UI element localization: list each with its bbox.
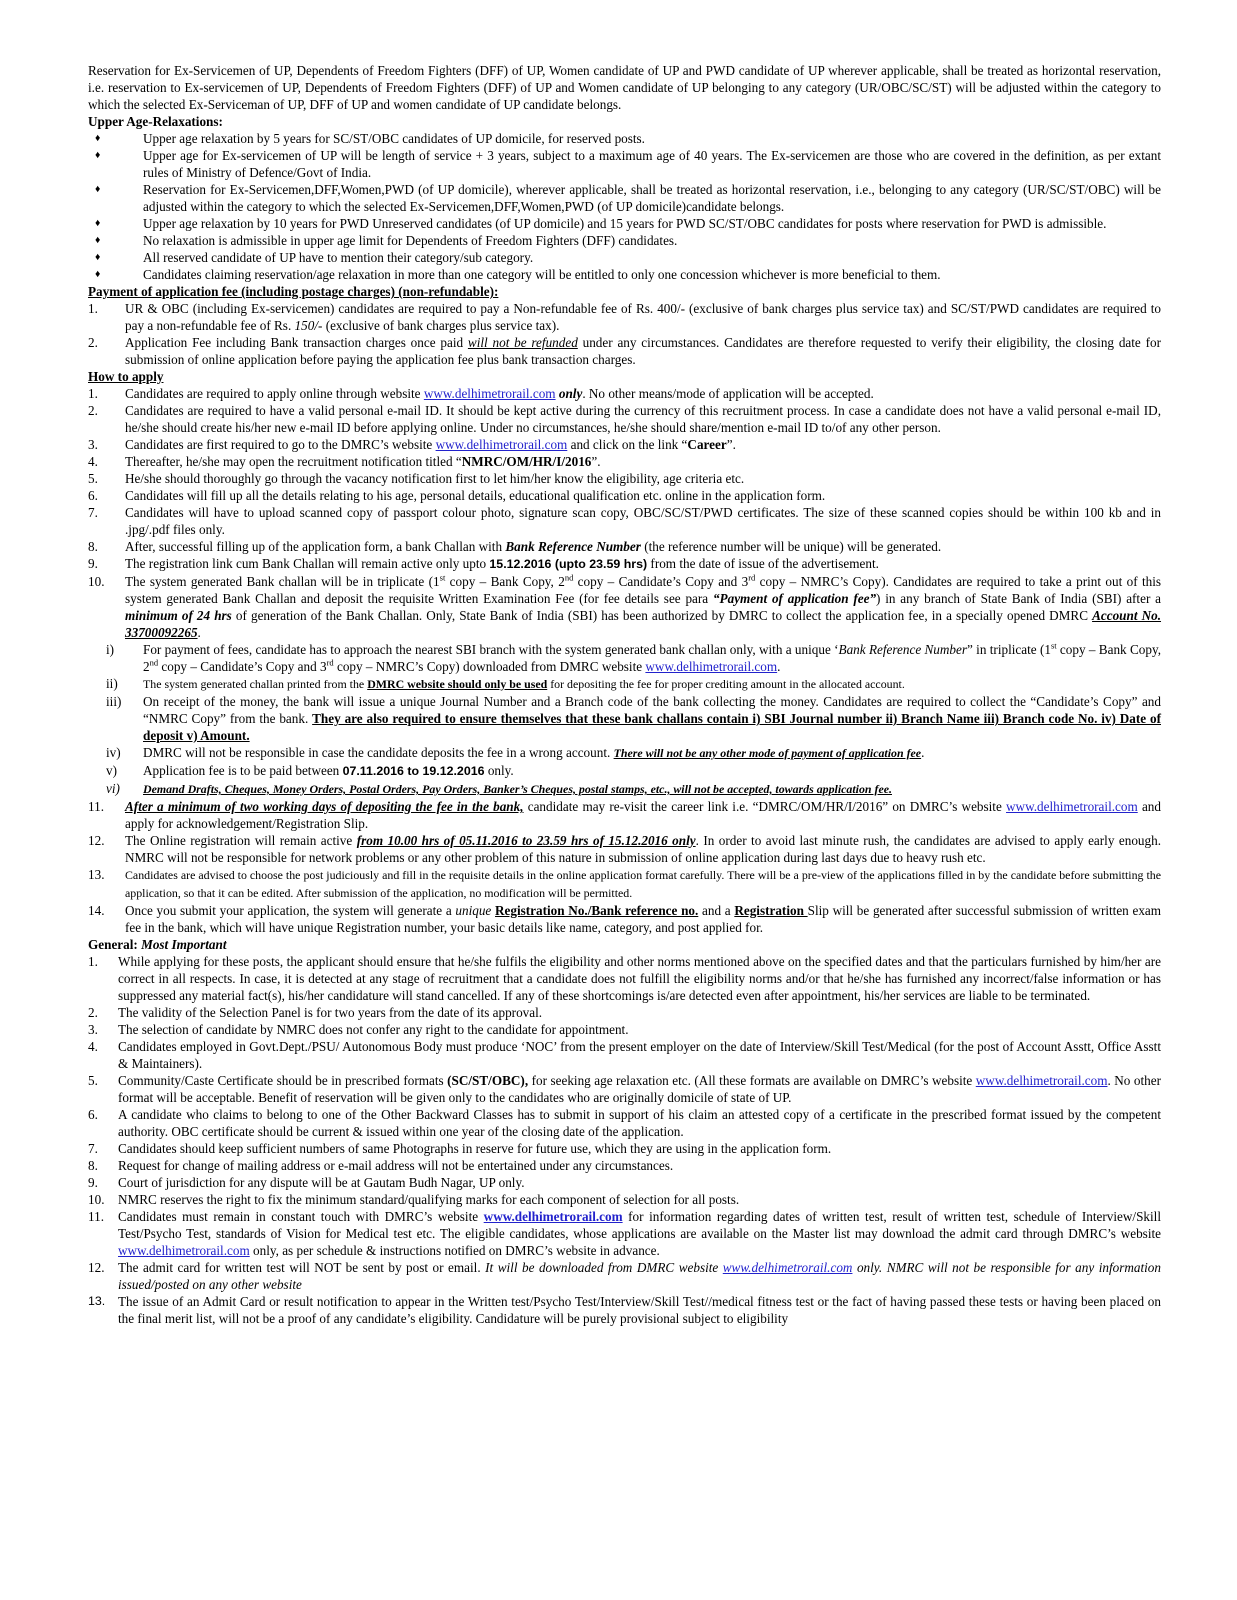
item-text [143, 762, 1161, 780]
list-item [88, 181, 1161, 215]
diamond-bullet-icon: ♦ [95, 150, 101, 161]
text-run: of generation of the Bank Challan. Only, State Bank of India (SBI) has been authorized by DMRC to collect the application fee, in a specially opened DMRC [231, 608, 1093, 623]
list-item [88, 573, 1161, 641]
item-marker: 6. [88, 488, 98, 503]
item-text [118, 1106, 1161, 1140]
text-run: There will not be any other mode of payment of application fee [613, 746, 922, 760]
text-run: The admit card for written test will NOT be sent by post or email. [118, 1260, 486, 1275]
text-run: No relaxation is admissible in upper age limit for Dependents of Freedom Fighters (DFF) candidates. [143, 233, 678, 248]
list-item [88, 832, 1161, 866]
text-run: For payment of fees, candidate has to approach the nearest SBI branch with the system generated bank challan only, with a unique ‘ [143, 642, 839, 657]
item-marker: 5. [88, 1073, 98, 1088]
list-item [88, 1293, 1161, 1327]
item-marker: 14. [88, 903, 105, 918]
list-item [88, 470, 1161, 487]
section-age-relaxations [88, 113, 1161, 283]
list-item [88, 504, 1161, 538]
item-marker: 9. [88, 556, 98, 571]
text-run: Registration [734, 903, 808, 918]
item-marker: 2. [88, 335, 98, 350]
diamond-bullet-icon: ♦ [95, 252, 101, 263]
text-run: ) in any branch of State Bank of India (SBI) after a [876, 591, 1161, 606]
text-run: 15.12.2016 (upto 23.59 hrs) [489, 557, 648, 571]
text-run: copy – Bank Copy, 2 [445, 574, 565, 589]
text-run: Candidates are advised to choose the post judiciously and fill in the requisite details in the online application format carefully. There will be a pre-view of the applications filled in by the candidate before submitting the application, so that it can be edited. After submission of the application, no modification will be permitted. [125, 868, 1161, 900]
item-marker: 12. [88, 833, 105, 848]
item-marker: 1. [88, 386, 98, 401]
sub-list-item [88, 780, 1161, 798]
list-item [88, 1072, 1161, 1106]
section-heading [88, 936, 1161, 953]
list-item [88, 249, 1161, 266]
item-text [125, 402, 1161, 436]
text-run: Candidates should keep sufficient numbers of same Photographs in reserve for future use, which they are using in the application form. [118, 1141, 832, 1156]
list-item [88, 232, 1161, 249]
item-text [125, 470, 1161, 487]
list [88, 385, 1161, 936]
list-item [88, 334, 1161, 368]
list [88, 130, 1161, 283]
item-text [125, 504, 1161, 538]
item-marker: 13. [88, 867, 105, 882]
list-item [88, 402, 1161, 436]
text-run: Demand Drafts, Cheques, Money Orders, Postal Orders, Pay Orders, Banker’s Cheques, postal stamps, etc., will not be accepted, towards application fee. [143, 782, 892, 796]
intro-paragraph [88, 62, 1161, 113]
text-run: Candidates claiming reservation/age relaxation in more than one category will be entitled to only one concession whichever is more beneficial to them. [143, 267, 941, 282]
text-run: Career [687, 437, 727, 452]
text-run: Upper age relaxation by 5 years for SC/ST/OBC candidates of UP domicile, for reserved posts. [143, 131, 645, 146]
item-text [118, 1293, 1161, 1327]
text-run: copy – Bank Copy, 2 [143, 642, 1161, 674]
item-text [143, 744, 1161, 762]
text-run: He/she should thoroughly go through the vacancy notification first to let him/her know the eligibility, age criteria etc. [125, 471, 745, 486]
text-run: “Payment of application fee” [712, 591, 877, 606]
item-text [125, 866, 1161, 902]
text-run: for information regarding dates of written test, result of written test, schedule of Interview/Skill Test/Psycho Test, standards of Vision for Medical test etc. The eligible candidates, whose applications are available on the Master list may download the admit card through DMRC’s website [118, 1209, 1161, 1241]
text-run: Thereafter, he/she may open the recruitment notification titled “ [125, 454, 462, 469]
item-text [143, 130, 1161, 147]
text-run: ”. [591, 454, 601, 469]
item-text [143, 641, 1161, 675]
list [88, 300, 1161, 368]
diamond-bullet-icon: ♦ [95, 269, 101, 280]
list-item [88, 1106, 1161, 1140]
item-marker: 10. [88, 574, 105, 589]
item-marker: 3. [88, 437, 98, 452]
text-run: On receipt of the money, the bank will issue a unique Journal Number and a Branch code of the bank collecting the money. Candidates are required to collect the “Candidate’s Copy” and “NMRC Copy” from the bank. [143, 694, 1161, 726]
item-text [143, 147, 1161, 181]
text-run: How to apply [88, 369, 164, 384]
text-run: only, as per schedule & instructions notified on DMRC’s website in advance. [249, 1243, 660, 1258]
text-run: Application fee is to be paid between [143, 763, 343, 778]
diamond-bullet-icon: ♦ [95, 218, 101, 229]
item-marker: 12. [88, 1260, 105, 1275]
text-run: DMRC website should only be used [367, 677, 548, 691]
item-text [143, 693, 1161, 744]
list-item [88, 1157, 1161, 1174]
text-run: copy – Candidate’s Copy and 3 [158, 659, 327, 674]
link[interactable]: www.delhimetrorail.com [975, 1073, 1108, 1088]
link[interactable]: www.delhimetrorail.com [645, 659, 778, 674]
text-run: only. NMRC will not be responsible for any information issued/posted on any other website [118, 1260, 1161, 1292]
section-heading [88, 368, 1161, 385]
text-run: Upper age for Ex-servicemen of UP will be length of service + 3 years, subject to a maximum age of 40 years. The Ex-servicemen are those who are covered in the definition, as per extant rules of Ministry of Defence/Govt of India. [143, 148, 1161, 180]
item-text [118, 1072, 1161, 1106]
text-run: (the reference number will be unique) will be generated. [640, 539, 942, 554]
item-marker: vi) [106, 781, 120, 796]
text-run: Slip will be generated after successful submission of written exam fee in the bank, which will have unique Registration number, your basic details like name, category, and post applied for. [125, 903, 1162, 935]
text-run: . [777, 659, 781, 674]
diamond-bullet-icon: ♦ [95, 235, 101, 246]
text-run: and apply for acknowledgement/Registration Slip. [125, 799, 1161, 831]
list-item [88, 1140, 1161, 1157]
list-item [88, 215, 1161, 232]
item-text [118, 1021, 1161, 1038]
text-run: minimum of 24 hrs [125, 608, 232, 623]
text-run: Most Important [141, 937, 227, 952]
text-run: from the date of issue of the advertisement. [647, 556, 879, 571]
list [88, 953, 1161, 1327]
text-run: for seeking age relaxation etc. (All these formats are available on DMRC’s website [528, 1073, 976, 1088]
item-text [118, 1259, 1161, 1293]
text-run: Candidates are first required to go to the DMRC’s website [125, 437, 436, 452]
text-run: NMRC/OM/HR/I/2016 [461, 454, 592, 469]
item-text [143, 266, 1161, 283]
list-item [88, 1004, 1161, 1021]
item-text [143, 215, 1161, 232]
list-item [88, 1174, 1161, 1191]
text-run: After a minimum of two working days of depositing the fee in the bank, [125, 799, 524, 814]
text-run: and click on the link “ [567, 437, 688, 452]
sub-list-item [88, 762, 1161, 780]
item-marker: 11. [88, 799, 104, 814]
list-item [88, 555, 1161, 573]
text-run: rd [326, 657, 334, 668]
text-run: NMRC reserves the right to fix the minimum standard/qualifying marks for each component of selection for all posts. [118, 1192, 740, 1207]
text-run: General: [88, 937, 142, 952]
item-text [118, 1157, 1161, 1174]
item-text [143, 232, 1161, 249]
text-run: ” in triplicate (1 [967, 642, 1051, 657]
text-run: Upper age relaxation by 10 years for PWD Unreserved candidates (of UP domicile) and 15 years for PWD SC/ST/OBC candidates for posts where reservation for PWD is admissible. [143, 216, 1107, 231]
text-run: Candidates will have to upload scanned copy of passport colour photo, signature scan copy, OBC/SC/ST/PWD certificates. The size of these scanned copies should be within 100 kb and in .jpg/.pdf files only. [125, 505, 1161, 537]
text-run: Payment of application fee (including postage charges) (non-refundable): [88, 284, 499, 299]
item-text [125, 832, 1161, 866]
item-marker: iv) [106, 745, 121, 760]
link[interactable]: www.delhimetrorail.com [435, 437, 568, 452]
item-text [118, 1174, 1161, 1191]
text-run: ”. [726, 437, 736, 452]
text-run: Bank Reference Number [838, 642, 967, 657]
text-run: Court of jurisdiction for any dispute will be at Gautam Budh Nagar, UP only. [118, 1175, 525, 1190]
list-item [88, 1038, 1161, 1072]
item-text [143, 675, 1161, 693]
text-run: They are also required to ensure themselves that these bank challans contain i) SBI Journal number ii) Branch Name iii) Branch code No. iv) Date of deposit v) Amount. [143, 711, 1161, 743]
list-item [88, 436, 1161, 453]
item-marker: i) [106, 642, 115, 657]
text-run: nd [149, 657, 159, 668]
item-marker: 4. [88, 1039, 98, 1054]
text-run: Registration No./Bank reference no. [495, 903, 699, 918]
item-marker: 7. [88, 505, 98, 520]
item-marker: 7. [88, 1141, 98, 1156]
text-run: It will be downloaded from DMRC website [485, 1260, 723, 1275]
link[interactable]: www.delhimetrorail.com [1006, 799, 1138, 814]
item-text [125, 538, 1161, 555]
list-item [88, 902, 1161, 936]
text-run: . No other format will be acceptable. Benefit of reservation will be given only to the candidates who are originally domicile of state of UP. [118, 1073, 1161, 1105]
text-run: unique [455, 903, 492, 918]
text-run: The Online registration will remain active [125, 833, 357, 848]
list-item [88, 1259, 1161, 1293]
diamond-bullet-icon: ♦ [95, 133, 101, 144]
text-run: After, successful filling up of the application form, a bank Challan with [125, 539, 506, 554]
text-run: Candidates will fill up all the details relating to his age, personal details, educational qualification etc. online in the application form. [125, 488, 826, 503]
text-run: UR & OBC (including Ex-servicemen) candidates are required to pay a Non-refundable fee of Rs. 400/- (exclusive of bank charges plus service tax) and SC/ST/PWD candidates are required to pay a non-refundable fee of Rs. [125, 301, 1161, 333]
list-item [88, 385, 1161, 402]
section-heading [88, 113, 1161, 130]
list-item [88, 538, 1161, 555]
item-marker: 11. [88, 1209, 104, 1224]
list-item [88, 147, 1161, 181]
text-run: from 10.00 hrs of 05.11.2016 to 23.59 hrs of 15.12.2016 only [356, 833, 696, 848]
item-marker: 5. [88, 471, 98, 486]
text-run: copy – Candidate’s Copy and 3 [573, 574, 749, 589]
item-text [125, 385, 1161, 402]
list-item [88, 487, 1161, 504]
text-run: st [1050, 640, 1057, 651]
text-run: copy – NMRC’s Copy). Candidates are required to take a print out of this system generated Bank Challan and deposit the requisite Written Examination Fee (for fee details see para [125, 574, 1162, 606]
text-run: rd [748, 572, 756, 583]
text-run: The selection of candidate by NMRC does not confer any right to the candidate for appointment. [118, 1022, 629, 1037]
item-text [143, 249, 1161, 266]
item-text [125, 436, 1161, 453]
text-run: nd [564, 572, 574, 583]
text-run: . No other means/mode of application will be accepted. [582, 386, 874, 401]
item-marker: 13. [88, 1294, 106, 1308]
text-run: The issue of an Admit Card or result notification to appear in the Written test/Psycho Test/Interview/Skill Test//medical fitness test or the fact of having passed these tests or having been placed on the final merit list, will not be a proof of any candidate’s eligibility. Candidature will be purely provisional subject to eligibility [118, 1294, 1161, 1326]
item-marker: 3. [88, 1022, 98, 1037]
section-heading [88, 283, 1161, 300]
item-marker: 9. [88, 1175, 98, 1190]
item-marker: 8. [88, 1158, 98, 1173]
text-run: DMRC will not be responsible in case the candidate deposits the fee in a wrong account. [143, 745, 614, 760]
sub-list-item [88, 693, 1161, 744]
list-item [88, 1021, 1161, 1038]
item-text [143, 181, 1161, 215]
sub-list-item [88, 744, 1161, 762]
text-run: will not be refunded [467, 335, 578, 350]
text-run: 150/- [294, 318, 323, 333]
text-run: Candidates employed in Govt.Dept./PSU/ Autonomous Body must produce ‘NOC’ from the present employer on the date of Interview/Skill Test/Medical (for the post of Account Asstt, Office Asstt & Maintainers). [118, 1039, 1161, 1071]
sections-container [88, 113, 1161, 1327]
item-text [125, 798, 1161, 832]
text-run: copy – NMRC’s Copy) downloaded from DMRC website [333, 659, 646, 674]
text-run: (exclusive of bank charges plus service tax). [322, 318, 560, 333]
text-run: The registration link cum Bank Challan will remain active only upto [125, 556, 490, 571]
text-run: Candidates are required to have a valid personal e-mail ID. It should be kept active during the currency of this recruitment process. In case a candidate does not have a valid personal e-mail ID, he/she should create his/her new e-mail ID before applying online. Under no circumstances, he/she should share/mention e-mail ID to/of any other person. [125, 403, 1161, 435]
link[interactable]: www.delhimetrorail.com [423, 386, 556, 401]
item-marker: 6. [88, 1107, 98, 1122]
link[interactable]: www.delhimetrorail.com [722, 1260, 853, 1275]
text-run: (SC/ST/OBC), [447, 1073, 529, 1088]
item-text [125, 555, 1161, 573]
text-run: A candidate who claims to belong to one of the Other Backward Classes has to submit in support of his claim an attested copy of a certificate in the prescribed format issued by the competent authority. OBC certificate should be current & issued within one year of the closing date of the application. [118, 1107, 1161, 1139]
section-how-to-apply [88, 368, 1161, 936]
text-run: Account No. 33700092265 [125, 608, 1162, 640]
section-payment-of-fee [88, 283, 1161, 368]
item-text [125, 453, 1161, 470]
item-text [125, 300, 1161, 334]
text-run: candidate may re-visit the career link i.e. “DMRC/OM/HR/I/2016” on DMRC’s website [523, 799, 1007, 814]
item-text [118, 953, 1161, 1004]
list-item [88, 130, 1161, 147]
list-item [88, 1208, 1161, 1259]
text-run: While applying for these posts, the applicant should ensure that he/she fulfils the eligibility and other norms mentioned above on the specified dates and that the particulars furnished by him/her are correct in all respects. In case, it is detected at any stage of recruitment that a candidate does not fulfill the eligibility norms and/or that he/she has furnished any incorrect/false information or has suppressed any material fact(s), his/her candidature will stand cancelled. If any of these shortcomings is/are detected even after appointment, his/her services are liable to be terminated. [118, 954, 1161, 1003]
item-text [118, 1140, 1161, 1157]
item-text [125, 487, 1161, 504]
text-run: st [439, 572, 446, 583]
text-run: The system generated Bank challan will be in triplicate (1 [125, 574, 440, 589]
text-run: Reservation for Ex-Servicemen of UP, Dependents of Freedom Fighters (DFF) of UP, Women candidate of UP and PWD candidate of UP wherever applicable, shall be treated as horizontal reservation, i.e. reservation to Ex-servicemen of UP, Dependents of Freedom Fighters (DFF) of UP and Women candidate of UP belonging to any category (UR/OBC/SC/ST) will be adjusted within the category to which the selected Ex-Serviceman of UP, DFF of UP and women candidate of UP candidate belongs. [88, 63, 1161, 112]
item-marker: 4. [88, 454, 98, 469]
item-text [118, 1208, 1161, 1259]
text-run: Community/Caste Certificate should be in prescribed formats [118, 1073, 448, 1088]
item-text [125, 902, 1161, 936]
text-run: Upper Age-Relaxations: [88, 114, 223, 129]
text-run: only [558, 386, 583, 401]
item-marker: ii) [106, 676, 118, 691]
item-marker: 10. [88, 1192, 105, 1207]
list-item [88, 953, 1161, 1004]
link[interactable]: www.delhimetrorail.com [483, 1209, 623, 1224]
list-item [88, 300, 1161, 334]
item-marker: 8. [88, 539, 98, 554]
text-run: Reservation for Ex-Servicemen,DFF,Women,PWD (of UP domicile), wherever applicable, shall be treated as horizontal reservation, i.e., belonging to any category (UR/SC/ST/OBC) will be adjusted within the category to which the selected Ex-Servicemen,DFF,Women,PWD (of UP domicile)candidate belongs. [143, 182, 1161, 214]
text-run: and a [698, 903, 735, 918]
item-text [125, 334, 1161, 368]
sub-list-item [88, 675, 1161, 693]
text-run: under any circumstances. Candidates are therefore requested to verify their eligibility, the closing date for submission of online application before paying the application fee plus bank transaction charges. [125, 335, 1161, 367]
diamond-bullet-icon: ♦ [95, 184, 101, 195]
text-run: Application Fee including Bank transaction charges once paid [125, 335, 468, 350]
text-run: Candidates are required to apply online through website [125, 386, 424, 401]
section-general [88, 936, 1161, 1327]
list-item [88, 1191, 1161, 1208]
item-text [125, 573, 1161, 641]
text-run: . [197, 625, 201, 640]
text-run: Bank Reference Number [505, 539, 641, 554]
item-text [118, 1004, 1161, 1021]
list-item [88, 266, 1161, 283]
item-marker: v) [106, 763, 117, 778]
text-run: The system generated challan printed from the [143, 677, 368, 691]
text-run: only. [484, 763, 514, 778]
item-marker: 2. [88, 1005, 98, 1020]
item-marker: 2. [88, 403, 98, 418]
item-text [118, 1038, 1161, 1072]
link[interactable]: www.delhimetrorail.com [118, 1243, 250, 1258]
item-text [118, 1191, 1161, 1208]
text-run: The validity of the Selection Panel is for two years from the date of its approval. [118, 1005, 543, 1020]
text-run: for depositing the fee for proper crediting amount in the allocated account. [547, 677, 905, 691]
item-marker: iii) [106, 694, 122, 709]
list-item [88, 798, 1161, 832]
text-run: Candidates must remain in constant touch with DMRC’s website [118, 1209, 484, 1224]
text-run: . In order to avoid last minute rush, the candidates are advised to apply early enough. NMRC will not be responsible for network problems or any other problem of this nature in submission of online application during last days due to heavy rush etc. [125, 833, 1161, 865]
sub-list-item [88, 641, 1161, 675]
list-item [88, 453, 1161, 470]
text-run: Request for change of mailing address or e-mail address will not be entertained under any circumstances. [118, 1158, 674, 1173]
text-run: 07.11.2016 to 19.12.2016 [342, 764, 485, 778]
text-run: Once you submit your application, the system will generate a [125, 903, 456, 918]
item-text [143, 780, 1161, 798]
list-item [88, 866, 1161, 902]
text-run: All reserved candidate of UP have to mention their category/sub category. [143, 250, 534, 265]
item-marker: 1. [88, 301, 98, 316]
text-run: . [921, 745, 925, 760]
item-marker: 1. [88, 954, 98, 969]
